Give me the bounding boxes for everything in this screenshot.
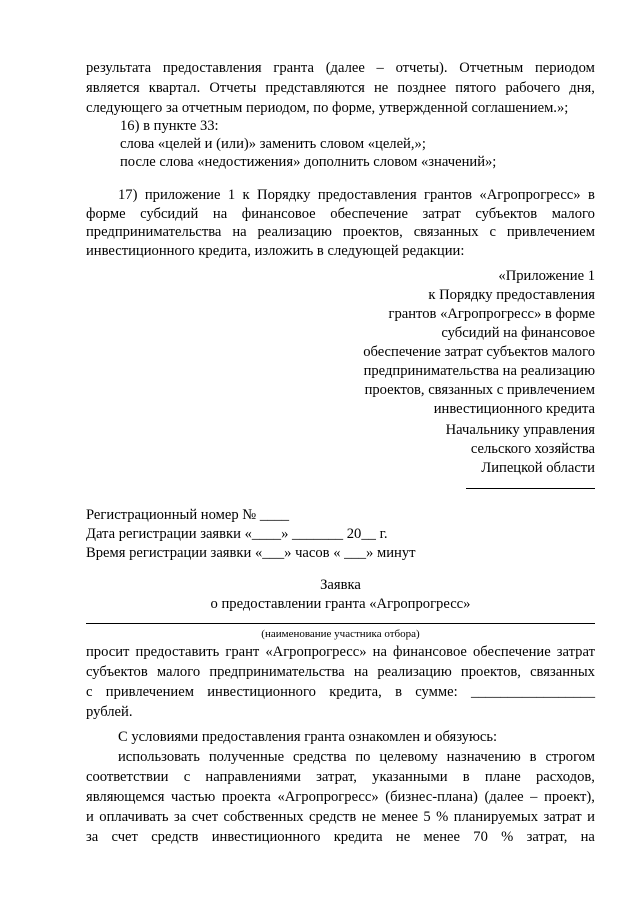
word: результата bbox=[86, 60, 152, 76]
word: предоставления bbox=[162, 60, 262, 76]
word: на bbox=[232, 224, 247, 240]
word: 70 bbox=[473, 829, 488, 845]
word: (бизнес-плана) bbox=[385, 789, 478, 805]
registration-date: Дата регистрации заявки «____» _______ 20__ г. bbox=[86, 526, 388, 542]
word: дня, bbox=[569, 80, 595, 96]
item-17-line bbox=[86, 222, 595, 242]
addressee-signature-line bbox=[466, 488, 595, 489]
word: затрат, bbox=[316, 769, 357, 785]
paragraph-line bbox=[86, 78, 595, 98]
item-16-a: слова «целей и (или)» заменить словом «целей,»; bbox=[120, 136, 426, 152]
word: направлениями bbox=[205, 769, 301, 785]
addressee-line: сельского хозяйства bbox=[470, 441, 595, 457]
word: по bbox=[355, 749, 371, 765]
word: отчеты). bbox=[395, 60, 448, 76]
word: предпринимательства bbox=[209, 664, 345, 680]
application-body-line bbox=[86, 662, 595, 682]
paragraph-line: следующего за отчетным периодом, по форме, утвержденной соглашением.»; bbox=[86, 100, 569, 116]
word: 17) bbox=[118, 187, 138, 203]
word: расходов, bbox=[535, 769, 595, 785]
appendix-line: предпринимательства на реализацию bbox=[363, 363, 595, 379]
word: предпринимательства bbox=[86, 224, 222, 240]
word: сумме: bbox=[415, 684, 458, 700]
word: 1 bbox=[227, 187, 236, 203]
word: _________________ bbox=[470, 684, 595, 700]
item-16-b: после слова «недостижения» дополнить словом «значений»; bbox=[120, 154, 497, 170]
word: частью bbox=[171, 789, 216, 805]
word: счет bbox=[111, 829, 138, 845]
word: собственных bbox=[223, 809, 304, 825]
conditions-intro: С условиями предоставления гранта ознакомлен и обязуюсь: bbox=[118, 729, 498, 745]
word: грант bbox=[225, 644, 260, 660]
word: проект), bbox=[544, 789, 595, 805]
word: менее bbox=[381, 809, 418, 825]
word: инвестиционного bbox=[207, 684, 316, 700]
word: за bbox=[173, 809, 187, 825]
word: кредита bbox=[333, 829, 383, 845]
word: с bbox=[86, 684, 93, 700]
word: на bbox=[212, 206, 228, 222]
word: затрат, bbox=[526, 829, 568, 845]
word: привлечением bbox=[105, 684, 194, 700]
item-17-line: инвестиционного кредита, изложить в следующей редакции: bbox=[86, 243, 465, 259]
participant-name-line bbox=[86, 623, 595, 624]
word: обеспечение bbox=[330, 206, 408, 222]
word: на bbox=[372, 644, 387, 660]
word: привлечением bbox=[506, 224, 595, 240]
application-subtitle: о предоставлении гранта «Агропрогресс» bbox=[210, 596, 471, 612]
conditions-line bbox=[118, 747, 595, 767]
word: средства bbox=[292, 749, 347, 765]
item-17-line bbox=[86, 204, 595, 224]
word: с bbox=[183, 769, 191, 785]
word: в bbox=[395, 684, 402, 700]
conditions-line bbox=[86, 827, 595, 847]
word: проектов, bbox=[342, 224, 403, 240]
word: счет bbox=[191, 809, 219, 825]
application-body-line bbox=[86, 642, 595, 662]
word: средств bbox=[309, 809, 357, 825]
word: не bbox=[373, 80, 389, 96]
registration-number: Регистрационный номер № ____ bbox=[86, 507, 290, 523]
word: гранта bbox=[273, 60, 314, 76]
application-body-line: рублей. bbox=[86, 704, 133, 720]
word: проекта bbox=[221, 789, 271, 805]
word: в bbox=[529, 749, 537, 765]
word: грантов bbox=[424, 187, 472, 203]
word: пятого bbox=[455, 80, 497, 96]
word: обеспечение bbox=[472, 644, 551, 660]
word: в bbox=[587, 187, 595, 203]
appendix-line: к Порядку предоставления bbox=[428, 287, 595, 303]
word: полученные bbox=[208, 749, 285, 765]
word: и bbox=[587, 809, 595, 825]
word: является bbox=[86, 80, 140, 96]
word: финансовое bbox=[241, 206, 316, 222]
word: представляются bbox=[265, 80, 365, 96]
word: на bbox=[580, 829, 595, 845]
word: Порядку bbox=[257, 187, 311, 203]
word: с bbox=[489, 224, 496, 240]
item-17-line bbox=[118, 185, 595, 205]
word: – bbox=[530, 789, 538, 805]
word: целевому bbox=[379, 749, 438, 765]
word: просит bbox=[86, 644, 130, 660]
word: строгом bbox=[545, 749, 595, 765]
word: плане bbox=[484, 769, 521, 785]
paragraph-line bbox=[86, 58, 595, 78]
word: субсидий bbox=[140, 206, 199, 222]
word: оплачивать bbox=[99, 809, 169, 825]
word: планируемых bbox=[453, 809, 539, 825]
word: (далее bbox=[484, 789, 524, 805]
word: за bbox=[86, 829, 99, 845]
word: предоставить bbox=[135, 644, 220, 660]
addressee-line: Начальнику управления bbox=[445, 422, 595, 438]
word: «Агропрогресс» bbox=[277, 789, 379, 805]
appendix-line: проектов, связанных с привлечением bbox=[364, 382, 595, 398]
word: % bbox=[501, 829, 514, 845]
word: Отчетным bbox=[459, 60, 524, 76]
word: (далее bbox=[325, 60, 365, 76]
word: соответствии bbox=[86, 769, 169, 785]
word: на bbox=[353, 664, 369, 680]
word: позднее bbox=[397, 80, 447, 96]
word: средств bbox=[151, 829, 199, 845]
word: проектов, bbox=[460, 664, 521, 680]
word: не bbox=[361, 809, 377, 825]
appendix-line: субсидий на финансовое bbox=[441, 325, 595, 341]
word: к bbox=[242, 187, 250, 203]
appendix-line: инвестиционного кредита bbox=[433, 401, 595, 417]
word: «Агропрогресс» bbox=[479, 187, 581, 203]
application-title: Заявка bbox=[320, 577, 361, 593]
appendix-line: обеспечение затрат субъектов малого bbox=[363, 344, 595, 360]
word: использовать bbox=[118, 749, 200, 765]
word: «Агропрогресс» bbox=[265, 644, 367, 660]
word: Отчеты bbox=[209, 80, 257, 96]
addressee-line: Липецкой области bbox=[481, 460, 595, 476]
appendix-line: «Приложение 1 bbox=[498, 268, 595, 284]
registration-time: Время регистрации заявки «___» часов « ___» минут bbox=[86, 545, 416, 561]
conditions-line bbox=[86, 787, 595, 807]
conditions-line bbox=[86, 807, 595, 827]
word: 5 bbox=[423, 809, 431, 825]
word: малого bbox=[156, 664, 201, 680]
word: субъектов bbox=[86, 664, 148, 680]
word: реализацию bbox=[377, 664, 452, 680]
appendix-line: грантов «Агропрогресс» в форме bbox=[388, 306, 595, 322]
item-16: 16) в пункте 33: bbox=[120, 118, 219, 134]
word: являющемся bbox=[86, 789, 165, 805]
word: в bbox=[462, 769, 470, 785]
application-body-line bbox=[86, 682, 595, 702]
participant-name-caption: (наименование участника отбора) bbox=[261, 628, 420, 640]
word: предоставления bbox=[317, 187, 417, 203]
word: квартал. bbox=[148, 80, 201, 96]
word: связанных bbox=[530, 664, 595, 680]
word: назначению bbox=[446, 749, 521, 765]
word: связанных bbox=[413, 224, 479, 240]
word: кредита, bbox=[329, 684, 382, 700]
word: инвестиционного bbox=[211, 829, 321, 845]
word: затрат bbox=[556, 644, 595, 660]
conditions-line bbox=[86, 767, 595, 787]
word: финансовое bbox=[393, 644, 467, 660]
word: менее bbox=[423, 829, 460, 845]
word: приложение bbox=[144, 187, 221, 203]
word: – bbox=[376, 60, 384, 76]
word: реализацию bbox=[257, 224, 332, 240]
word: затрат bbox=[422, 206, 461, 222]
word: и bbox=[86, 809, 94, 825]
word: не bbox=[395, 829, 411, 845]
word: затрат bbox=[543, 809, 582, 825]
word: периодом bbox=[534, 60, 595, 76]
word: форме bbox=[86, 206, 126, 222]
word: субъектов bbox=[475, 206, 538, 222]
word: малого bbox=[551, 206, 595, 222]
word: рабочего bbox=[505, 80, 561, 96]
word: указанными bbox=[372, 769, 448, 785]
word: % bbox=[436, 809, 449, 825]
